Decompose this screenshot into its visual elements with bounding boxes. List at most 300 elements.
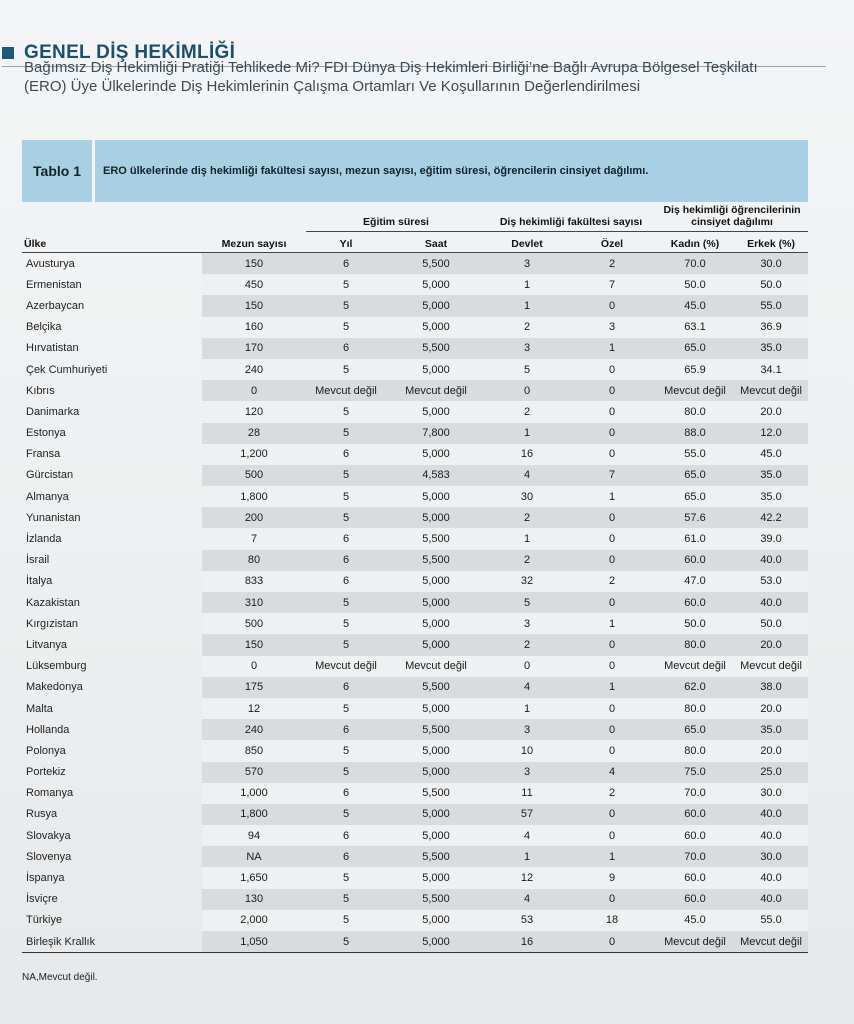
cell-graduates: 850	[202, 740, 306, 761]
cell-year: 5	[306, 867, 386, 888]
cell-country: Hırvatistan	[26, 342, 79, 355]
cell-graduates: NA	[202, 846, 306, 867]
cell-hours: 5,000	[386, 634, 486, 655]
cell-hours: 5,500	[386, 253, 486, 275]
cell-private: 0	[568, 698, 656, 719]
cell-graduates: 500	[202, 465, 306, 486]
cell-state: 1	[486, 423, 568, 444]
cell-male: 40.0	[734, 804, 808, 825]
cell-male: 35.0	[734, 338, 808, 359]
cell-country: Slovakya	[26, 829, 71, 842]
cell-country: Azerbaycan	[26, 299, 85, 312]
table-row	[22, 719, 808, 740]
table-row	[22, 698, 808, 719]
cell-private: 0	[568, 656, 656, 677]
cell-country: Danimarka	[26, 405, 80, 418]
cell-private: 2	[568, 253, 656, 275]
cell-graduates: 0	[202, 380, 306, 401]
table-row	[22, 740, 808, 761]
table-row	[22, 274, 808, 295]
cell-country: Kırgızistan	[26, 617, 78, 630]
cell-female: 80.0	[656, 401, 734, 422]
cell-hours: 5,500	[386, 846, 486, 867]
cell-female: Mevcut değil	[656, 931, 734, 953]
table-row	[22, 677, 808, 698]
cell-state: 4	[486, 677, 568, 698]
cell-hours: 5,000	[386, 317, 486, 338]
cell-hours: 5,000	[386, 444, 486, 465]
cell-graduates: 160	[202, 317, 306, 338]
header-female: Kadın (%)	[670, 238, 720, 250]
cell-female: 62.0	[656, 677, 734, 698]
table-row	[22, 571, 808, 592]
cell-male: 12.0	[734, 423, 808, 444]
cell-state: 53	[486, 910, 568, 931]
cell-country: Slovenya	[26, 850, 72, 863]
cell-hours: 5,000	[386, 571, 486, 592]
table-row	[22, 507, 808, 528]
cell-country: Almanya	[26, 490, 69, 503]
cell-graduates: 175	[202, 677, 306, 698]
cell-year: 5	[306, 931, 386, 953]
cell-year: 5	[306, 486, 386, 507]
cell-state: 0	[486, 380, 568, 401]
cell-year: 6	[306, 528, 386, 549]
cell-country: İtalya	[26, 575, 53, 588]
cell-hours: 5,500	[386, 338, 486, 359]
cell-private: 1	[568, 677, 656, 698]
cell-year: 6	[306, 550, 386, 571]
header-education-group	[306, 202, 486, 232]
cell-private: 0	[568, 359, 656, 380]
cell-graduates: 94	[202, 825, 306, 846]
cell-year: 6	[306, 825, 386, 846]
cell-female: 63.1	[656, 317, 734, 338]
table-row	[22, 910, 808, 931]
cell-country: Portekiz	[26, 766, 66, 779]
cell-graduates: 450	[202, 274, 306, 295]
cell-state: 30	[486, 486, 568, 507]
cell-country: Makedonya	[26, 681, 83, 694]
cell-private: 1	[568, 613, 656, 634]
cell-private: 0	[568, 719, 656, 740]
table-container	[22, 140, 808, 953]
cell-state: 2	[486, 401, 568, 422]
cell-hours: 5,000	[386, 762, 486, 783]
cell-state: 2	[486, 634, 568, 655]
cell-female: 80.0	[656, 740, 734, 761]
cell-state: 2	[486, 317, 568, 338]
cell-private: 2	[568, 783, 656, 804]
table-row	[22, 317, 808, 338]
cell-year: 5	[306, 317, 386, 338]
cell-hours: 5,000	[386, 274, 486, 295]
cell-female: 50.0	[656, 274, 734, 295]
cell-female: 45.0	[656, 910, 734, 931]
table-row	[22, 380, 808, 401]
cell-hours: 7,800	[386, 423, 486, 444]
table-row	[22, 592, 808, 613]
cell-male: 45.0	[734, 444, 808, 465]
cell-year: 6	[306, 571, 386, 592]
cell-hours: Mevcut değil	[386, 656, 486, 677]
cell-male: Mevcut değil	[734, 656, 808, 677]
section-title: GENEL DİŞ HEKİMLİĞİ	[24, 42, 236, 63]
cell-state: 2	[486, 507, 568, 528]
cell-hours: 5,000	[386, 804, 486, 825]
cell-private: 0	[568, 825, 656, 846]
cell-graduates: 150	[202, 253, 306, 275]
cell-graduates: 240	[202, 719, 306, 740]
cell-male: 50.0	[734, 613, 808, 634]
cell-private: 0	[568, 444, 656, 465]
cell-state: 5	[486, 359, 568, 380]
cell-private: 7	[568, 465, 656, 486]
cell-male: 40.0	[734, 825, 808, 846]
table-row	[22, 613, 808, 634]
cell-state: 3	[486, 613, 568, 634]
cell-graduates: 170	[202, 338, 306, 359]
cell-male: 42.2	[734, 507, 808, 528]
cell-country: Türkiye	[26, 914, 63, 927]
cell-graduates: 200	[202, 507, 306, 528]
cell-country: İzlanda	[26, 533, 62, 546]
cell-country: Belçika	[26, 321, 62, 334]
cell-year: 6	[306, 719, 386, 740]
cell-state: 1	[486, 698, 568, 719]
cell-country: Polonya	[26, 744, 66, 757]
table-footnote: NA,Mevcut değil.	[22, 972, 98, 983]
table-row	[22, 846, 808, 867]
data-table	[22, 202, 808, 953]
cell-private: 0	[568, 634, 656, 655]
cell-graduates: 1,050	[202, 931, 306, 953]
header-private: Özel	[600, 238, 624, 250]
cell-state: 11	[486, 783, 568, 804]
table-row	[22, 867, 808, 888]
header-education: Eğitim süresi	[306, 216, 486, 232]
cell-country: İsviçre	[26, 893, 58, 906]
cell-country: İsrail	[26, 554, 50, 567]
cell-state: 57	[486, 804, 568, 825]
cell-private: 0	[568, 423, 656, 444]
cell-male: 35.0	[734, 465, 808, 486]
cell-graduates: 150	[202, 634, 306, 655]
cell-male: 39.0	[734, 528, 808, 549]
cell-male: 30.0	[734, 253, 808, 275]
cell-state: 1	[486, 846, 568, 867]
cell-hours: 5,000	[386, 740, 486, 761]
cell-country: Kazakistan	[26, 596, 80, 609]
table-row	[22, 804, 808, 825]
cell-graduates: 80	[202, 550, 306, 571]
header-male: Erkek (%)	[747, 238, 795, 250]
cell-female: 65.0	[656, 719, 734, 740]
cell-private: 3	[568, 317, 656, 338]
cell-country: Kıbrıs	[26, 384, 55, 397]
cell-male: 20.0	[734, 698, 808, 719]
cell-year: Mevcut değil	[306, 656, 386, 677]
header-hours: Saat	[424, 238, 448, 250]
cell-graduates: 1,650	[202, 867, 306, 888]
cell-male: 36.9	[734, 317, 808, 338]
cell-state: 3	[486, 762, 568, 783]
cell-state: 32	[486, 571, 568, 592]
cell-country: Lüksemburg	[26, 660, 87, 673]
cell-private: 1	[568, 486, 656, 507]
cell-female: 65.0	[656, 486, 734, 507]
table-row	[22, 338, 808, 359]
header-gender-group	[656, 202, 808, 232]
table-row	[22, 931, 808, 953]
cell-female: 70.0	[656, 783, 734, 804]
cell-year: 5	[306, 804, 386, 825]
cell-state: 5	[486, 592, 568, 613]
cell-year: 6	[306, 677, 386, 698]
cell-female: 65.9	[656, 359, 734, 380]
cell-state: 10	[486, 740, 568, 761]
cell-private: 7	[568, 274, 656, 295]
cell-hours: 5,000	[386, 401, 486, 422]
cell-graduates: 833	[202, 571, 306, 592]
table-row	[22, 762, 808, 783]
cell-female: 60.0	[656, 889, 734, 910]
cell-year: 5	[306, 762, 386, 783]
cell-hours: 5,000	[386, 507, 486, 528]
cell-state: 4	[486, 465, 568, 486]
table-label: Tablo 1	[22, 140, 95, 202]
cell-male: 40.0	[734, 889, 808, 910]
cell-private: 0	[568, 507, 656, 528]
cell-graduates: 570	[202, 762, 306, 783]
cell-graduates: 1,000	[202, 783, 306, 804]
cell-country: Malta	[26, 702, 53, 715]
cell-female: 50.0	[656, 613, 734, 634]
cell-graduates: 2,000	[202, 910, 306, 931]
cell-female: 60.0	[656, 550, 734, 571]
cell-male: 35.0	[734, 719, 808, 740]
cell-private: 0	[568, 295, 656, 316]
cell-year: 5	[306, 634, 386, 655]
cell-female: 57.6	[656, 507, 734, 528]
cell-state: 12	[486, 867, 568, 888]
header-faculties: Diş hekimliği fakültesi sayısı	[486, 216, 656, 232]
cell-private: 0	[568, 528, 656, 549]
cell-female: 75.0	[656, 762, 734, 783]
cell-year: 6	[306, 783, 386, 804]
table-row	[22, 444, 808, 465]
cell-private: 0	[568, 804, 656, 825]
cell-graduates: 240	[202, 359, 306, 380]
cell-country: Fransa	[26, 448, 61, 461]
cell-graduates: 310	[202, 592, 306, 613]
cell-graduates: 28	[202, 423, 306, 444]
cell-female: 65.0	[656, 338, 734, 359]
table-row	[22, 528, 808, 549]
cell-state: 1	[486, 274, 568, 295]
cell-male: 20.0	[734, 634, 808, 655]
cell-state: 16	[486, 444, 568, 465]
table-row	[22, 423, 808, 444]
table-row	[22, 550, 808, 571]
cell-graduates: 7	[202, 528, 306, 549]
cell-year: 5	[306, 592, 386, 613]
header-graduates: Mezun sayısı	[221, 238, 287, 250]
cell-hours: 5,000	[386, 613, 486, 634]
cell-year: 6	[306, 338, 386, 359]
cell-private: 0	[568, 931, 656, 953]
cell-hours: 5,000	[386, 910, 486, 931]
cell-year: 5	[306, 423, 386, 444]
cell-graduates: 1,200	[202, 444, 306, 465]
cell-hours: 5,000	[386, 486, 486, 507]
cell-female: 70.0	[656, 253, 734, 275]
cell-female: 60.0	[656, 804, 734, 825]
cell-hours: 5,500	[386, 677, 486, 698]
cell-female: 80.0	[656, 698, 734, 719]
cell-country: Avusturya	[26, 257, 75, 270]
cell-state: 3	[486, 253, 568, 275]
cell-graduates: 500	[202, 613, 306, 634]
cell-year: 5	[306, 740, 386, 761]
cell-country: Litvanya	[26, 638, 67, 651]
cell-male: 34.1	[734, 359, 808, 380]
cell-hours: Mevcut değil	[386, 380, 486, 401]
cell-country: Çek Cumhuriyeti	[26, 363, 108, 376]
cell-year: Mevcut değil	[306, 380, 386, 401]
cell-hours: 5,000	[386, 295, 486, 316]
cell-male: 40.0	[734, 592, 808, 613]
cell-state: 0	[486, 656, 568, 677]
cell-hours: 5,500	[386, 783, 486, 804]
cell-private: 1	[568, 846, 656, 867]
cell-male: 55.0	[734, 910, 808, 931]
article-subtitle: Bağımsız Diş Hekimliği Pratiği Tehlikede Mi? FDI Dünya Diş Hekimleri Birliği’ne Bağlı Avrupa Bölgesel Teşkilatı (ERO) Üye Ülkelerinde Diş Hekimlerinin Çalışma Ortamları Ve Koşullarının Değerlendirilmesi	[24, 59, 758, 95]
cell-year: 5	[306, 274, 386, 295]
cell-graduates: 130	[202, 889, 306, 910]
cell-graduates: 150	[202, 295, 306, 316]
cell-hours: 4,583	[386, 465, 486, 486]
cell-female: Mevcut değil	[656, 656, 734, 677]
cell-private: 0	[568, 889, 656, 910]
table-caption-bar	[22, 140, 808, 202]
cell-private: 0	[568, 592, 656, 613]
cell-male: 20.0	[734, 401, 808, 422]
cell-private: 9	[568, 867, 656, 888]
table-caption: ERO ülkelerinde diş hekimliği fakültesi sayısı, mezun sayısı, eğitim süresi, öğrencilerin cinsiyet dağılımı.	[103, 165, 649, 177]
cell-hours: 5,000	[386, 867, 486, 888]
cell-country: Romanya	[26, 787, 74, 800]
cell-year: 5	[306, 359, 386, 380]
cell-country: İspanya	[26, 872, 65, 885]
cell-graduates: 1,800	[202, 486, 306, 507]
cell-year: 5	[306, 613, 386, 634]
cell-country: Gürcistan	[26, 469, 74, 482]
cell-year: 5	[306, 295, 386, 316]
cell-state: 3	[486, 338, 568, 359]
cell-female: 60.0	[656, 825, 734, 846]
cell-graduates: 120	[202, 401, 306, 422]
cell-graduates: 12	[202, 698, 306, 719]
table-row	[22, 295, 808, 316]
cell-private: 0	[568, 740, 656, 761]
section-marker	[2, 47, 14, 59]
table-row	[22, 253, 808, 275]
cell-female: 61.0	[656, 528, 734, 549]
table-row	[22, 401, 808, 422]
cell-year: 5	[306, 910, 386, 931]
cell-hours: 5,000	[386, 931, 486, 953]
cell-country: Ermenistan	[26, 278, 82, 291]
cell-year: 6	[306, 444, 386, 465]
cell-male: 40.0	[734, 867, 808, 888]
cell-male: 30.0	[734, 783, 808, 804]
cell-hours: 5,000	[386, 825, 486, 846]
table-row	[22, 465, 808, 486]
cell-year: 6	[306, 846, 386, 867]
table-row	[22, 825, 808, 846]
cell-private: 0	[568, 401, 656, 422]
cell-female: Mevcut değil	[656, 380, 734, 401]
cell-private: 0	[568, 380, 656, 401]
cell-state: 1	[486, 295, 568, 316]
cell-male: Mevcut değil	[734, 931, 808, 953]
cell-state: 4	[486, 825, 568, 846]
header-year: Yıl	[339, 238, 353, 250]
table-row	[22, 783, 808, 804]
cell-hours: 5,000	[386, 698, 486, 719]
cell-female: 65.0	[656, 465, 734, 486]
cell-state: 3	[486, 719, 568, 740]
cell-graduates: 0	[202, 656, 306, 677]
cell-year: 5	[306, 889, 386, 910]
cell-female: 45.0	[656, 295, 734, 316]
cell-country: Yunanistan	[26, 511, 81, 524]
cell-male: 53.0	[734, 571, 808, 592]
cell-year: 6	[306, 253, 386, 275]
cell-male: 50.0	[734, 274, 808, 295]
cell-hours: 5,000	[386, 359, 486, 380]
cell-female: 47.0	[656, 571, 734, 592]
cell-country: Estonya	[26, 427, 66, 440]
cell-year: 5	[306, 401, 386, 422]
cell-female: 55.0	[656, 444, 734, 465]
cell-hours: 5,500	[386, 889, 486, 910]
cell-country: Rusya	[26, 808, 58, 821]
cell-year: 5	[306, 698, 386, 719]
cell-year: 5	[306, 465, 386, 486]
table-row	[22, 359, 808, 380]
header-state: Devlet	[511, 238, 543, 250]
cell-country: Hollanda	[26, 723, 70, 736]
cell-male: 25.0	[734, 762, 808, 783]
cell-male: 30.0	[734, 846, 808, 867]
cell-hours: 5,000	[386, 592, 486, 613]
table-row	[22, 486, 808, 507]
cell-private: 4	[568, 762, 656, 783]
cell-private: 0	[568, 550, 656, 571]
cell-male: Mevcut değil	[734, 380, 808, 401]
cell-male: 35.0	[734, 486, 808, 507]
cell-male: 55.0	[734, 295, 808, 316]
header-spacer	[22, 202, 202, 232]
table-row	[22, 889, 808, 910]
cell-male: 40.0	[734, 550, 808, 571]
cell-state: 16	[486, 931, 568, 953]
table-row	[22, 634, 808, 655]
cell-female: 88.0	[656, 423, 734, 444]
cell-male: 20.0	[734, 740, 808, 761]
